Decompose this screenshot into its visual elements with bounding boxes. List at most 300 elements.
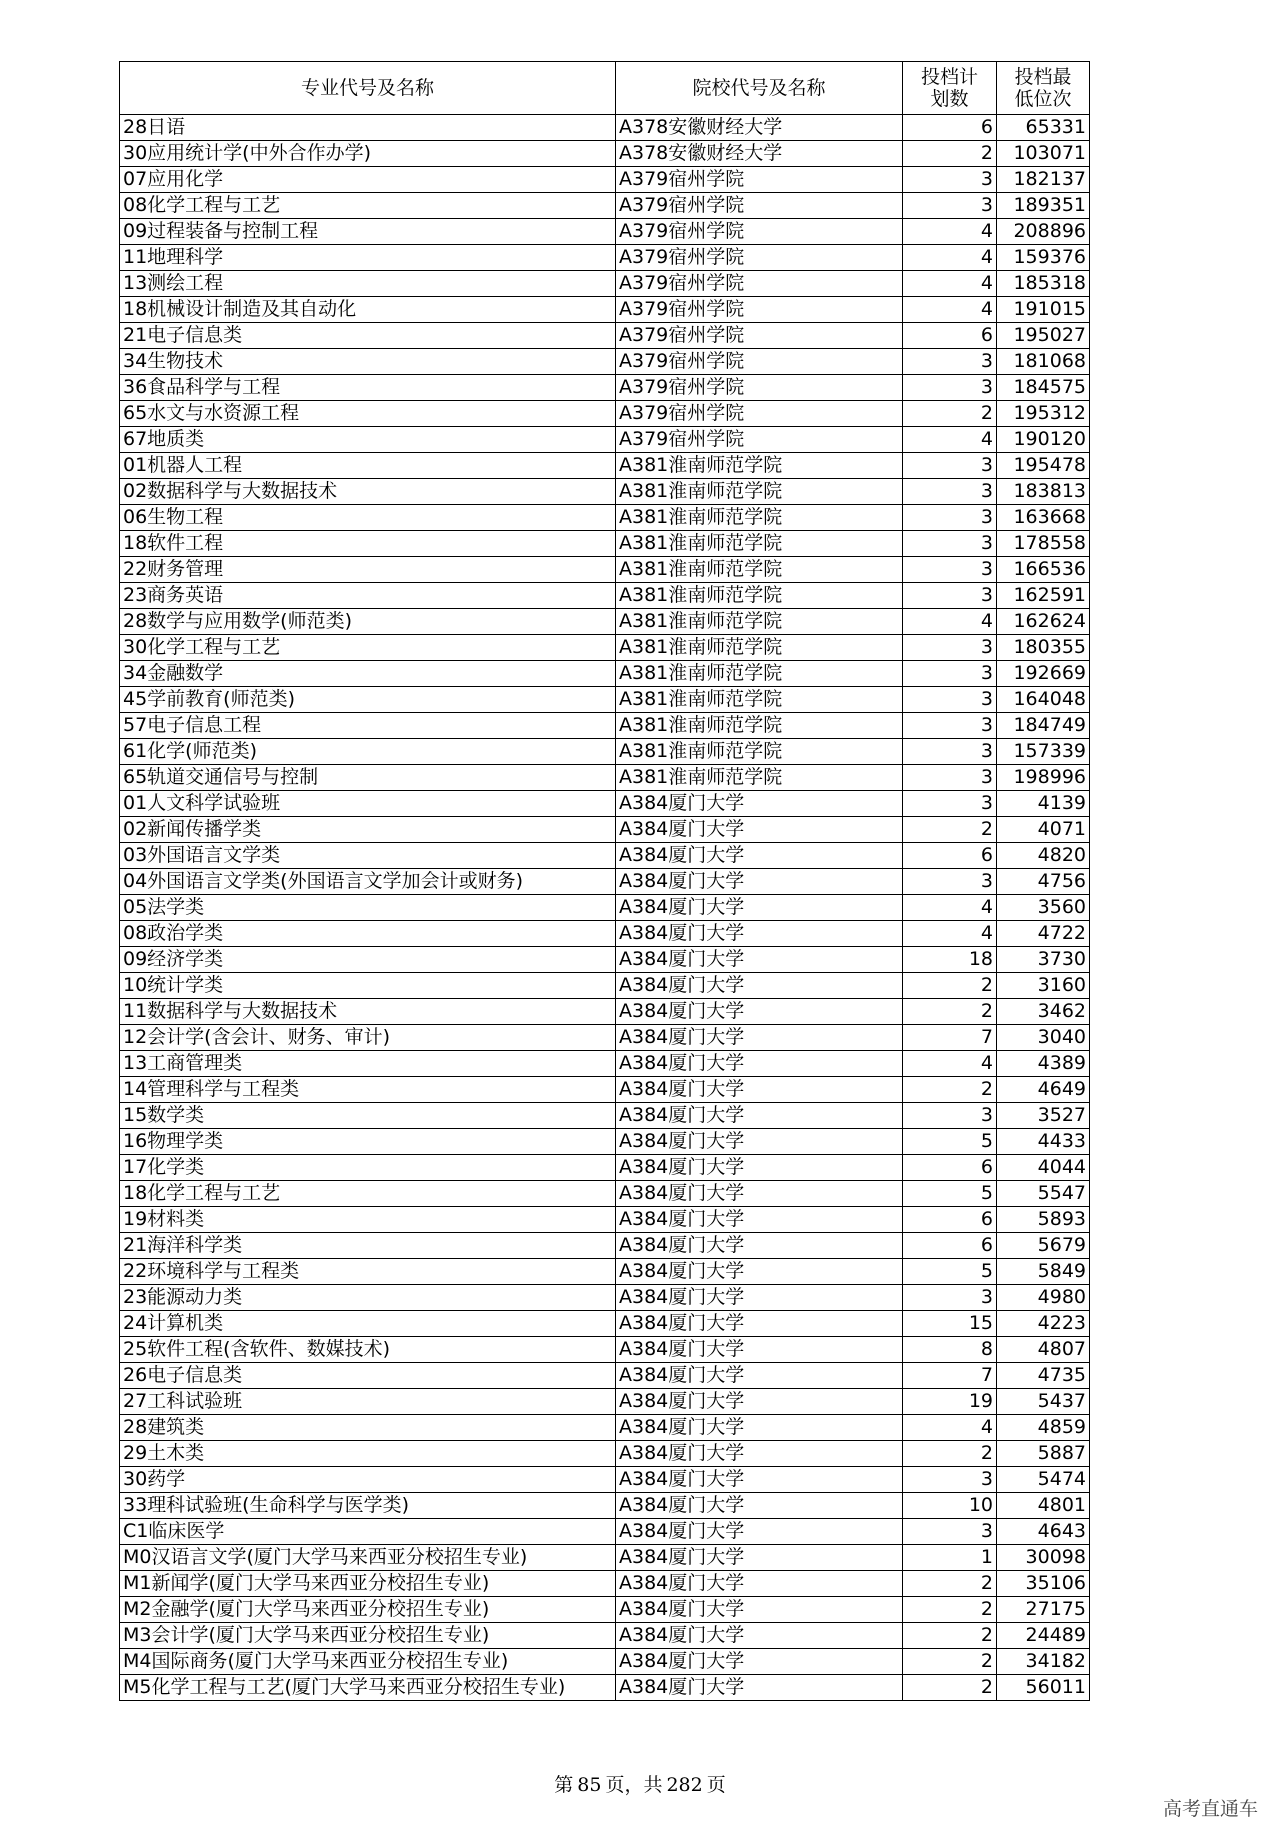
- cell-school: A381淮南师范学院: [616, 531, 903, 557]
- cell-plan-count: 3: [903, 791, 997, 817]
- cell-min-rank: 56011: [997, 1675, 1090, 1701]
- cell-min-rank: 162624: [997, 609, 1090, 635]
- table-row: [120, 1493, 1090, 1519]
- cell-school: A384厦门大学: [616, 1389, 903, 1415]
- cell-plan-count: 3: [903, 167, 997, 193]
- table-row: [120, 427, 1090, 453]
- table-row: [120, 843, 1090, 869]
- cell-major: 26电子信息类: [120, 1363, 616, 1389]
- cell-min-rank: 163668: [997, 505, 1090, 531]
- table-row: [120, 557, 1090, 583]
- cell-plan-count: 6: [903, 1233, 997, 1259]
- cell-school: A379宿州学院: [616, 375, 903, 401]
- cell-school: A379宿州学院: [616, 167, 903, 193]
- table-row: [120, 479, 1090, 505]
- cell-min-rank: 4044: [997, 1155, 1090, 1181]
- cell-major: 19材料类: [120, 1207, 616, 1233]
- cell-plan-count: 19: [903, 1389, 997, 1415]
- cell-plan-count: 3: [903, 479, 997, 505]
- cell-plan-count: 3: [903, 375, 997, 401]
- footer-total: 282: [666, 1774, 703, 1796]
- table-row: [120, 817, 1090, 843]
- cell-school: A384厦门大学: [616, 947, 903, 973]
- cell-major: 10统计学类: [120, 973, 616, 999]
- table-row: [120, 1623, 1090, 1649]
- cell-plan-count: 2: [903, 1597, 997, 1623]
- cell-plan-count: 3: [903, 1285, 997, 1311]
- cell-min-rank: 3160: [997, 973, 1090, 999]
- cell-min-rank: 3040: [997, 1025, 1090, 1051]
- table-row: [120, 921, 1090, 947]
- cell-plan-count: 5: [903, 1259, 997, 1285]
- cell-school: A384厦门大学: [616, 1311, 903, 1337]
- table-header-row: [120, 62, 1090, 115]
- cell-plan-count: 3: [903, 349, 997, 375]
- footer-page: 85: [577, 1774, 602, 1796]
- cell-major: 30药学: [120, 1467, 616, 1493]
- cell-major: 13测绘工程: [120, 271, 616, 297]
- cell-school: A384厦门大学: [616, 1259, 903, 1285]
- table-row: [120, 791, 1090, 817]
- cell-plan-count: 2: [903, 1623, 997, 1649]
- cell-plan-count: 4: [903, 297, 997, 323]
- cell-school: A384厦门大学: [616, 1415, 903, 1441]
- cell-min-rank: 5887: [997, 1441, 1090, 1467]
- table-row: [120, 1207, 1090, 1233]
- cell-plan-count: 7: [903, 1363, 997, 1389]
- watermark: 高考直通车: [1162, 1798, 1258, 1820]
- admission-table: [119, 61, 1090, 1701]
- table-row: [120, 401, 1090, 427]
- cell-major: M4国际商务(厦门大学马来西亚分校招生专业): [120, 1649, 616, 1675]
- cell-plan-count: 3: [903, 713, 997, 739]
- cell-school: A378安徽财经大学: [616, 141, 903, 167]
- cell-major: 16物理学类: [120, 1129, 616, 1155]
- table-row: [120, 947, 1090, 973]
- table-row: [120, 193, 1090, 219]
- cell-major: 13工商管理类: [120, 1051, 616, 1077]
- cell-major: M2金融学(厦门大学马来西亚分校招生专业): [120, 1597, 616, 1623]
- table-row: [120, 1545, 1090, 1571]
- table-row: [120, 1467, 1090, 1493]
- cell-school: A384厦门大学: [616, 999, 903, 1025]
- cell-major: 14管理科学与工程类: [120, 1077, 616, 1103]
- cell-plan-count: 2: [903, 1441, 997, 1467]
- cell-min-rank: 5547: [997, 1181, 1090, 1207]
- cell-school: A379宿州学院: [616, 271, 903, 297]
- cell-major: 30应用统计学(中外合作办学): [120, 141, 616, 167]
- table-row: [120, 297, 1090, 323]
- cell-major: 36食品科学与工程: [120, 375, 616, 401]
- cell-plan-count: 4: [903, 219, 997, 245]
- cell-plan-count: 3: [903, 453, 997, 479]
- cell-min-rank: 4071: [997, 817, 1090, 843]
- header-major: 专业代号及名称: [120, 62, 616, 115]
- table-row: [120, 245, 1090, 271]
- cell-plan-count: 3: [903, 1519, 997, 1545]
- cell-school: A384厦门大学: [616, 1207, 903, 1233]
- cell-plan-count: 3: [903, 869, 997, 895]
- cell-min-rank: 189351: [997, 193, 1090, 219]
- cell-min-rank: 34182: [997, 1649, 1090, 1675]
- cell-plan-count: 6: [903, 1207, 997, 1233]
- table-row: [120, 765, 1090, 791]
- cell-school: A381淮南师范学院: [616, 505, 903, 531]
- cell-plan-count: 8: [903, 1337, 997, 1363]
- cell-major: 29土木类: [120, 1441, 616, 1467]
- table-row: [120, 219, 1090, 245]
- cell-school: A384厦门大学: [616, 973, 903, 999]
- table-row: [120, 453, 1090, 479]
- cell-school: A384厦门大学: [616, 817, 903, 843]
- table-row: [120, 1597, 1090, 1623]
- cell-plan-count: 3: [903, 531, 997, 557]
- cell-major: 21海洋科学类: [120, 1233, 616, 1259]
- table-row: [120, 1259, 1090, 1285]
- cell-school: A381淮南师范学院: [616, 765, 903, 791]
- cell-plan-count: 3: [903, 765, 997, 791]
- cell-major: 65轨道交通信号与控制: [120, 765, 616, 791]
- cell-school: A384厦门大学: [616, 1571, 903, 1597]
- cell-min-rank: 4649: [997, 1077, 1090, 1103]
- cell-plan-count: 3: [903, 557, 997, 583]
- cell-min-rank: 5679: [997, 1233, 1090, 1259]
- cell-min-rank: 184749: [997, 713, 1090, 739]
- cell-min-rank: 24489: [997, 1623, 1090, 1649]
- cell-plan-count: 4: [903, 1415, 997, 1441]
- cell-major: 27工科试验班: [120, 1389, 616, 1415]
- cell-major: 28日语: [120, 115, 616, 141]
- cell-school: A381淮南师范学院: [616, 453, 903, 479]
- table-row: [120, 505, 1090, 531]
- cell-school: A384厦门大学: [616, 1025, 903, 1051]
- cell-plan-count: 3: [903, 505, 997, 531]
- cell-school: A379宿州学院: [616, 349, 903, 375]
- cell-school: A384厦门大学: [616, 1545, 903, 1571]
- cell-min-rank: 195478: [997, 453, 1090, 479]
- cell-plan-count: 2: [903, 1649, 997, 1675]
- cell-school: A381淮南师范学院: [616, 687, 903, 713]
- cell-school: A384厦门大学: [616, 791, 903, 817]
- cell-min-rank: 162591: [997, 583, 1090, 609]
- cell-school: A381淮南师范学院: [616, 635, 903, 661]
- cell-school: A384厦门大学: [616, 1337, 903, 1363]
- cell-min-rank: 4980: [997, 1285, 1090, 1311]
- cell-plan-count: 2: [903, 1675, 997, 1701]
- table-row: [120, 1155, 1090, 1181]
- cell-school: A381淮南师范学院: [616, 661, 903, 687]
- cell-school: A384厦门大学: [616, 1441, 903, 1467]
- cell-min-rank: 27175: [997, 1597, 1090, 1623]
- table-row: [120, 1337, 1090, 1363]
- header-plan-count: 投档计划数: [903, 62, 997, 115]
- cell-min-rank: 5474: [997, 1467, 1090, 1493]
- cell-min-rank: 4722: [997, 921, 1090, 947]
- table-row: [120, 1415, 1090, 1441]
- cell-major: 21电子信息类: [120, 323, 616, 349]
- cell-school: A384厦门大学: [616, 1233, 903, 1259]
- cell-min-rank: 183813: [997, 479, 1090, 505]
- cell-plan-count: 3: [903, 1467, 997, 1493]
- table-row: [120, 1519, 1090, 1545]
- cell-min-rank: 190120: [997, 427, 1090, 453]
- cell-min-rank: 159376: [997, 245, 1090, 271]
- cell-min-rank: 4433: [997, 1129, 1090, 1155]
- cell-major: 09经济学类: [120, 947, 616, 973]
- footer-suffix: 页: [706, 1774, 726, 1796]
- table-row: [120, 713, 1090, 739]
- cell-school: A381淮南师范学院: [616, 739, 903, 765]
- cell-major: 01人文科学试验班: [120, 791, 616, 817]
- cell-min-rank: 4807: [997, 1337, 1090, 1363]
- cell-major: 28数学与应用数学(师范类): [120, 609, 616, 635]
- cell-min-rank: 157339: [997, 739, 1090, 765]
- cell-school: A381淮南师范学院: [616, 713, 903, 739]
- cell-plan-count: 4: [903, 271, 997, 297]
- cell-plan-count: 5: [903, 1129, 997, 1155]
- cell-school: A384厦门大学: [616, 1363, 903, 1389]
- cell-plan-count: 5: [903, 1181, 997, 1207]
- page-footer: [0, 1770, 1280, 1797]
- table-row: [120, 687, 1090, 713]
- cell-plan-count: 3: [903, 739, 997, 765]
- cell-min-rank: 4801: [997, 1493, 1090, 1519]
- cell-major: 17化学类: [120, 1155, 616, 1181]
- cell-major: 18机械设计制造及其自动化: [120, 297, 616, 323]
- cell-plan-count: 4: [903, 1051, 997, 1077]
- cell-plan-count: 2: [903, 1077, 997, 1103]
- cell-major: 18化学工程与工艺: [120, 1181, 616, 1207]
- cell-min-rank: 195312: [997, 401, 1090, 427]
- cell-min-rank: 166536: [997, 557, 1090, 583]
- cell-major: 08政治学类: [120, 921, 616, 947]
- cell-plan-count: 1: [903, 1545, 997, 1571]
- cell-min-rank: 164048: [997, 687, 1090, 713]
- cell-min-rank: 4735: [997, 1363, 1090, 1389]
- cell-major: M1新闻学(厦门大学马来西亚分校招生专业): [120, 1571, 616, 1597]
- cell-min-rank: 4643: [997, 1519, 1090, 1545]
- table-row: [120, 1649, 1090, 1675]
- cell-school: A384厦门大学: [616, 1649, 903, 1675]
- cell-school: A379宿州学院: [616, 193, 903, 219]
- cell-major: 65水文与水资源工程: [120, 401, 616, 427]
- cell-school: A381淮南师范学院: [616, 609, 903, 635]
- cell-min-rank: 3730: [997, 947, 1090, 973]
- cell-school: A381淮南师范学院: [616, 583, 903, 609]
- table-row: [120, 999, 1090, 1025]
- table-row: [120, 661, 1090, 687]
- cell-school: A379宿州学院: [616, 219, 903, 245]
- cell-major: 02数据科学与大数据技术: [120, 479, 616, 505]
- cell-major: 22环境科学与工程类: [120, 1259, 616, 1285]
- cell-min-rank: 4139: [997, 791, 1090, 817]
- cell-school: A384厦门大学: [616, 1623, 903, 1649]
- cell-min-rank: 4223: [997, 1311, 1090, 1337]
- cell-min-rank: 184575: [997, 375, 1090, 401]
- cell-major: 23能源动力类: [120, 1285, 616, 1311]
- table-row: [120, 323, 1090, 349]
- cell-school: A381淮南师范学院: [616, 479, 903, 505]
- cell-major: 08化学工程与工艺: [120, 193, 616, 219]
- cell-major: 01机器人工程: [120, 453, 616, 479]
- cell-min-rank: 185318: [997, 271, 1090, 297]
- cell-major: 11数据科学与大数据技术: [120, 999, 616, 1025]
- cell-school: A379宿州学院: [616, 245, 903, 271]
- table-row: [120, 635, 1090, 661]
- cell-school: A378安徽财经大学: [616, 115, 903, 141]
- cell-plan-count: 2: [903, 401, 997, 427]
- cell-min-rank: 195027: [997, 323, 1090, 349]
- cell-major: 34生物技术: [120, 349, 616, 375]
- table-row: [120, 1311, 1090, 1337]
- cell-major: 57电子信息工程: [120, 713, 616, 739]
- table-row: [120, 1233, 1090, 1259]
- cell-school: A384厦门大学: [616, 1467, 903, 1493]
- cell-plan-count: 18: [903, 947, 997, 973]
- cell-min-rank: 30098: [997, 1545, 1090, 1571]
- cell-major: 05法学类: [120, 895, 616, 921]
- cell-major: 30化学工程与工艺: [120, 635, 616, 661]
- table-row: [120, 167, 1090, 193]
- cell-plan-count: 4: [903, 895, 997, 921]
- table-row: [120, 1025, 1090, 1051]
- cell-min-rank: 4820: [997, 843, 1090, 869]
- cell-plan-count: 7: [903, 1025, 997, 1051]
- cell-major: 09过程装备与控制工程: [120, 219, 616, 245]
- cell-min-rank: 3527: [997, 1103, 1090, 1129]
- cell-school: A384厦门大学: [616, 921, 903, 947]
- cell-plan-count: 3: [903, 193, 997, 219]
- table-row: [120, 869, 1090, 895]
- table-row: [120, 739, 1090, 765]
- cell-school: A384厦门大学: [616, 1519, 903, 1545]
- cell-min-rank: 191015: [997, 297, 1090, 323]
- cell-major: 07应用化学: [120, 167, 616, 193]
- cell-school: A379宿州学院: [616, 401, 903, 427]
- cell-major: 18软件工程: [120, 531, 616, 557]
- cell-min-rank: 5849: [997, 1259, 1090, 1285]
- table-row: [120, 1129, 1090, 1155]
- cell-plan-count: 3: [903, 583, 997, 609]
- table-row: [120, 115, 1090, 141]
- cell-plan-count: 6: [903, 115, 997, 141]
- cell-min-rank: 3462: [997, 999, 1090, 1025]
- cell-min-rank: 4389: [997, 1051, 1090, 1077]
- cell-major: 33理科试验班(生命科学与医学类): [120, 1493, 616, 1519]
- cell-plan-count: 2: [903, 141, 997, 167]
- table-row: [120, 141, 1090, 167]
- cell-plan-count: 2: [903, 1571, 997, 1597]
- cell-plan-count: 6: [903, 1155, 997, 1181]
- table-row: [120, 271, 1090, 297]
- cell-major: 11地理科学: [120, 245, 616, 271]
- cell-plan-count: 3: [903, 687, 997, 713]
- table-row: [120, 1441, 1090, 1467]
- cell-major: 15数学类: [120, 1103, 616, 1129]
- cell-min-rank: 65331: [997, 115, 1090, 141]
- cell-plan-count: 2: [903, 999, 997, 1025]
- table-row: [120, 375, 1090, 401]
- footer-prefix: 第: [554, 1774, 574, 1796]
- cell-major: 12会计学(含会计、财务、审计): [120, 1025, 616, 1051]
- table-row: [120, 1363, 1090, 1389]
- cell-min-rank: 181068: [997, 349, 1090, 375]
- footer-mid: 页，共: [605, 1774, 663, 1796]
- cell-plan-count: 3: [903, 661, 997, 687]
- cell-min-rank: 103071: [997, 141, 1090, 167]
- cell-major: 02新闻传播学类: [120, 817, 616, 843]
- cell-min-rank: 35106: [997, 1571, 1090, 1597]
- cell-plan-count: 4: [903, 245, 997, 271]
- header-school: 院校代号及名称: [616, 62, 903, 115]
- cell-major: 23商务英语: [120, 583, 616, 609]
- cell-min-rank: 180355: [997, 635, 1090, 661]
- table-row: [120, 1103, 1090, 1129]
- cell-major: 22财务管理: [120, 557, 616, 583]
- cell-school: A384厦门大学: [616, 1103, 903, 1129]
- cell-school: A384厦门大学: [616, 843, 903, 869]
- cell-school: A384厦门大学: [616, 1675, 903, 1701]
- table-row: [120, 1077, 1090, 1103]
- cell-major: 61化学(师范类): [120, 739, 616, 765]
- cell-school: A384厦门大学: [616, 1597, 903, 1623]
- table-row: [120, 1051, 1090, 1077]
- cell-school: A384厦门大学: [616, 1077, 903, 1103]
- cell-major: M3会计学(厦门大学马来西亚分校招生专业): [120, 1623, 616, 1649]
- cell-min-rank: 5893: [997, 1207, 1090, 1233]
- header-min-rank: 投档最低位次: [997, 62, 1090, 115]
- cell-school: A381淮南师范学院: [616, 557, 903, 583]
- cell-min-rank: 198996: [997, 765, 1090, 791]
- cell-plan-count: 6: [903, 323, 997, 349]
- cell-major: 24计算机类: [120, 1311, 616, 1337]
- table-row: [120, 1181, 1090, 1207]
- cell-plan-count: 6: [903, 843, 997, 869]
- cell-plan-count: 3: [903, 635, 997, 661]
- cell-major: 04外国语言文学类(外国语言文学加会计或财务): [120, 869, 616, 895]
- cell-plan-count: 2: [903, 817, 997, 843]
- table-row: [120, 1675, 1090, 1701]
- table-row: [120, 609, 1090, 635]
- cell-school: A379宿州学院: [616, 323, 903, 349]
- cell-min-rank: 178558: [997, 531, 1090, 557]
- cell-min-rank: 3560: [997, 895, 1090, 921]
- cell-plan-count: 4: [903, 609, 997, 635]
- cell-plan-count: 15: [903, 1311, 997, 1337]
- table-row: [120, 583, 1090, 609]
- cell-min-rank: 182137: [997, 167, 1090, 193]
- cell-major: 28建筑类: [120, 1415, 616, 1441]
- cell-major: 06生物工程: [120, 505, 616, 531]
- cell-min-rank: 5437: [997, 1389, 1090, 1415]
- cell-school: A384厦门大学: [616, 1129, 903, 1155]
- table-row: [120, 1571, 1090, 1597]
- cell-major: 03外国语言文学类: [120, 843, 616, 869]
- table-row: [120, 973, 1090, 999]
- cell-school: A379宿州学院: [616, 427, 903, 453]
- cell-school: A384厦门大学: [616, 1181, 903, 1207]
- cell-major: 67地质类: [120, 427, 616, 453]
- cell-major: C1临床医学: [120, 1519, 616, 1545]
- cell-min-rank: 4859: [997, 1415, 1090, 1441]
- cell-plan-count: 4: [903, 921, 997, 947]
- cell-major: 34金融数学: [120, 661, 616, 687]
- cell-school: A384厦门大学: [616, 1155, 903, 1181]
- cell-school: A384厦门大学: [616, 1493, 903, 1519]
- cell-major: 45学前教育(师范类): [120, 687, 616, 713]
- cell-plan-count: 10: [903, 1493, 997, 1519]
- cell-min-rank: 192669: [997, 661, 1090, 687]
